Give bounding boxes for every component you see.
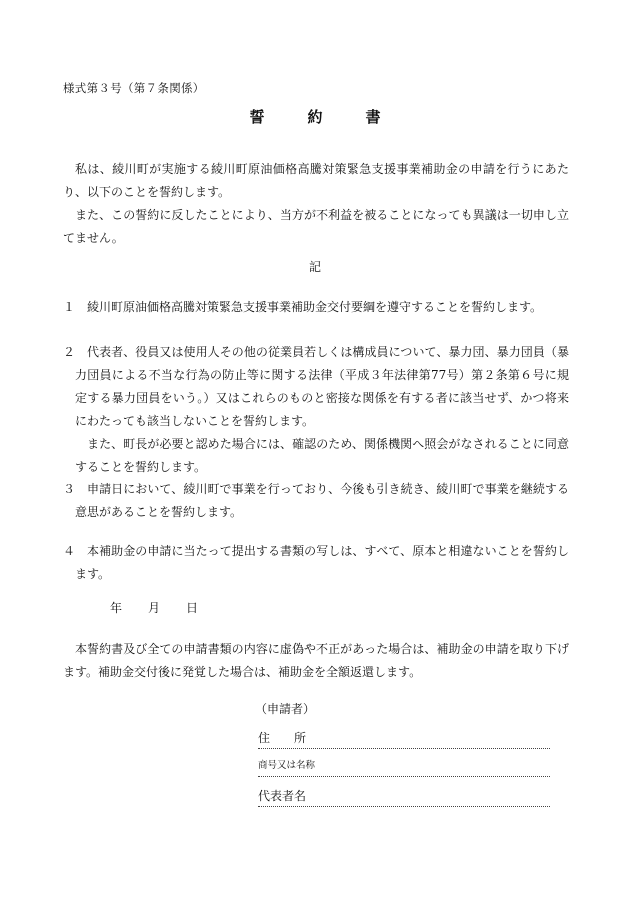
address-label: 住 所 (258, 731, 307, 745)
address-line (258, 728, 550, 749)
pledge-item-text: 本補助金の申請に当たって提出する書類の写しは、すべて、原本と相違ないことを誓約します。 (75, 544, 569, 581)
applicant-label: （申請者） (255, 702, 316, 716)
pledge-item-1 (63, 296, 569, 319)
pledge-item-3 (63, 478, 569, 524)
ki-heading: 記 (308, 260, 321, 274)
business-name-line (258, 756, 550, 777)
intro-paragraph-2: また、この誓約に反したことにより、当方が不利益を被ることになっても異議は一切申し立てません。 (63, 208, 569, 245)
pledge-item-number: ３ (63, 482, 76, 496)
date-year: 年 (110, 601, 123, 615)
date-day: 日 (186, 601, 199, 615)
representative-label: 代表者名 (258, 789, 307, 803)
intro-paragraph-1: 私は、綾川町が実施する綾川町原油価格高騰対策緊急支援事業補助金の申請を行うにあたり、以下のことを誓約します。 (63, 162, 569, 199)
pledge-item-text: 申請日において、綾川町で事業を行っており、今後も引き続き、綾川町で事業を継続する意思があることを誓約します。 (75, 482, 569, 519)
pledge-item-4 (63, 540, 569, 586)
date-month: 月 (148, 601, 161, 615)
business-name-label: 商号又は名称 (258, 760, 316, 771)
pledge-item-text: 綾川町原油価格高騰対策緊急支援事業補助金交付要綱を遵守することを誓約します。 (87, 300, 543, 314)
closing-paragraph: 本誓約書及び全ての申請書類の内容に虚偽や不正があった場合は、補助金の申請を取り下げます。補助金交付後に発覚した場合は、補助金を全額返還します。 (63, 642, 569, 679)
pledge-item-number: ４ (63, 544, 76, 558)
pledge-item-2 (63, 341, 569, 479)
document-title: 誓 約 書 (249, 108, 395, 126)
pledge-item-text: 代表者、役員又は使用人その他の従業員若しくは構成員について、暴力団、暴力団員（暴力団員による不当な行為の防止等に関する法律（平成３年法律第77号）第２条第６号に規定する暴力団員をいう。）又はこれらのものと密接な関係を有する者に該当せず、かつ将来にわたっても該当しないことを誓約します。 (75, 345, 569, 428)
pledge-item-number: ２ (63, 345, 76, 359)
form-number: 様式第３号（第７条関係） (63, 81, 205, 95)
pledge-item-number: １ (63, 300, 76, 314)
representative-line (258, 786, 550, 807)
pledge-item-text-continued: また、町長が必要と認めた場合には、確認のため、関係機関へ照会がなされることに同意することを誓約します。 (75, 437, 569, 474)
